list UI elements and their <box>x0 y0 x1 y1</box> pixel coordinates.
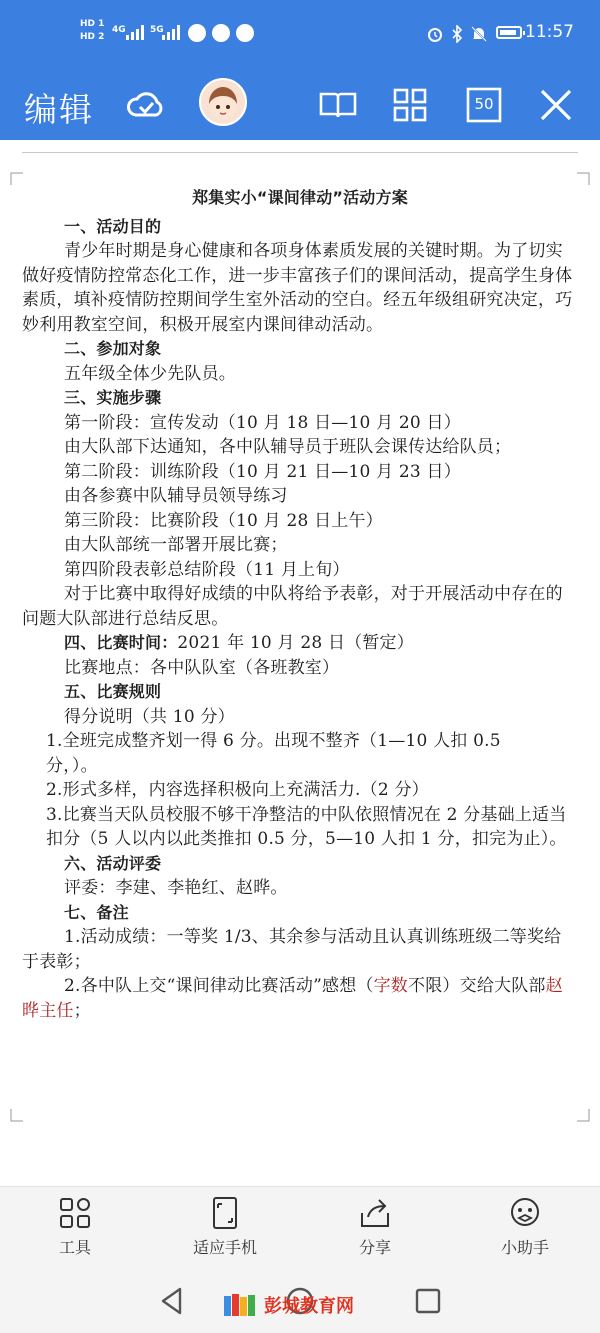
note2-highlight: 赵晔主任 <box>22 976 563 1021</box>
crop-mark-br-icon <box>576 1108 590 1122</box>
share-label: 分享 <box>358 1238 391 1257</box>
participants-text: 五年级全体少先队员。 <box>64 363 236 384</box>
crop-mark-tl-icon <box>10 172 24 186</box>
mute-bell-icon <box>470 25 488 43</box>
assistant-button[interactable] <box>465 1195 585 1258</box>
assistant-label: 小助手 <box>500 1238 549 1257</box>
alarm-icon <box>426 25 444 43</box>
judges-text: 评委：李建、李艳红、赵晔。 <box>64 878 288 898</box>
books-logo-icon <box>222 1292 260 1318</box>
page-count-button[interactable] <box>462 83 506 127</box>
watermark-logo <box>222 1292 354 1318</box>
bluetooth-icon <box>450 25 464 43</box>
book-icon[interactable] <box>316 83 360 127</box>
grid-view-icon[interactable] <box>388 83 432 127</box>
purpose-paragraph <box>22 239 578 337</box>
section-heading: 二、参加对象 <box>64 339 162 358</box>
tools-button[interactable] <box>15 1195 135 1258</box>
assistant-icon <box>507 1195 543 1231</box>
score-note: 得分说明（共 10 分） <box>64 706 235 727</box>
section-heading: 一、活动目的 <box>64 216 162 236</box>
rule-item: 1.全班完成整齐划一得 6 分。出现不整齐（1—10 人扣 0.5 分，）。 <box>46 731 501 776</box>
navigation-bar <box>0 1270 600 1333</box>
brand-text: 彭城教育网 <box>264 1296 354 1317</box>
note2-highlight: 字数 <box>373 976 409 996</box>
status-bar <box>0 0 600 70</box>
bulb-icon <box>212 24 230 42</box>
note2-text: ； <box>73 1000 91 1021</box>
hd2-label: HD 2 <box>80 32 105 42</box>
net1-label: 4G <box>112 25 126 35</box>
step-line: 第二阶段：训练阶段（10 月 21 日—10 月 23 日） <box>64 461 461 482</box>
step-line: 由大队部统一部署开展比赛； <box>64 535 288 555</box>
step-line: 对于比赛中取得好成绩的中队将给予表彰，对于开展活动中存在的问题大队部进行总结反思。 <box>22 584 563 629</box>
fit-phone-button[interactable] <box>165 1195 285 1258</box>
close-icon[interactable] <box>534 83 578 127</box>
cloud-sync-icon[interactable] <box>124 83 168 127</box>
avatar[interactable] <box>199 78 247 126</box>
crop-mark-tr-icon <box>576 172 590 186</box>
clock: 11:57 <box>525 22 574 42</box>
net2-label: 5G <box>150 25 164 35</box>
bottom-toolbar <box>0 1186 600 1271</box>
hd1-label: HD 1 <box>80 19 105 29</box>
document-title: 郑集实小“课间律动”活动方案 <box>192 188 408 207</box>
battery-icon <box>496 26 522 39</box>
fit-screen-icon <box>207 1195 243 1231</box>
time-value: 2021 年 10 月 28 日（暂定） <box>177 633 414 653</box>
hd-indicator <box>80 18 104 44</box>
step-line: 由大队部下达通知，各中队辅导员于班队会课传达给队员； <box>64 437 512 457</box>
back-icon[interactable] <box>158 1286 186 1316</box>
tools-label: 工具 <box>58 1238 91 1257</box>
section-heading: 六、活动评委 <box>64 853 162 873</box>
section-heading: 四、比赛时间 <box>64 633 162 652</box>
shield-icon <box>188 24 206 42</box>
step-line: 第一阶段：宣传发动（10 月 18 日—10 月 20 日） <box>64 412 461 433</box>
section-heading: 五、比赛规则 <box>64 682 162 701</box>
navigation-icon <box>236 24 254 42</box>
grid-tools-icon <box>57 1195 93 1231</box>
step-line: 第三阶段：比赛阶段（10 月 28 日上午） <box>64 510 383 531</box>
edit-button[interactable]: 编辑 <box>24 90 94 129</box>
page-count-badge: 50 <box>474 95 494 113</box>
signal1-icon <box>126 24 144 40</box>
time-line: 四、比赛时间：2021 年 10 月 28 日（暂定） <box>64 633 414 653</box>
share-button[interactable] <box>315 1195 435 1258</box>
recents-icon[interactable] <box>414 1287 442 1315</box>
section-heading: 七、备注 <box>64 902 129 922</box>
crop-mark-bl-icon <box>10 1108 24 1122</box>
step-line: 第四阶段表彰总结阶段（11 月上旬） <box>64 559 350 580</box>
rule-item: 3.比赛当天队员校服不够干净整洁的中队依照情况在 2 分基础上适当扣分（5 人以内以此类推扣 0.5 分，5—10 人扣 1 分，扣完为止）。 <box>46 804 567 849</box>
app-toolbar <box>0 70 600 140</box>
avatar-face-icon <box>201 80 245 124</box>
document-body <box>22 186 578 1023</box>
note2-text: 不限）交给大队部 <box>408 976 546 996</box>
rule-item: 2.形式多样，内容选择积极向上充满活力.（2 分） <box>46 780 429 800</box>
page-top-border <box>22 152 578 153</box>
fit-phone-label: 适应手机 <box>192 1238 257 1257</box>
purpose-text: 青少年时期是身心健康和各项身体素质发展的关键时期。为了切实做好疫情防控常态化工作，进一步丰富孩子们的课间活动，提高学生身体素质，填补疫情防控期间学生室外活动的空白。经五年级组研究决定，巧妙利用教室空间，积极开展室内课间律动活动。 <box>22 241 573 335</box>
venue-text: 比赛地点：各中队队室（各班教室） <box>64 657 340 678</box>
note2-text: 2.各中队上交“课间律动比赛活动”感想（ <box>64 976 374 996</box>
share-icon <box>357 1195 393 1231</box>
note-item <box>22 974 578 1023</box>
step-line: 由各参赛中队辅导员领导练习 <box>64 486 288 506</box>
note-item: 1.活动成绩：一等奖 1/3、其余参与活动且认真训练班级二等奖给于表彰； <box>22 927 562 972</box>
section-heading: 三、实施步骤 <box>64 388 162 407</box>
signal2-icon <box>162 24 180 40</box>
